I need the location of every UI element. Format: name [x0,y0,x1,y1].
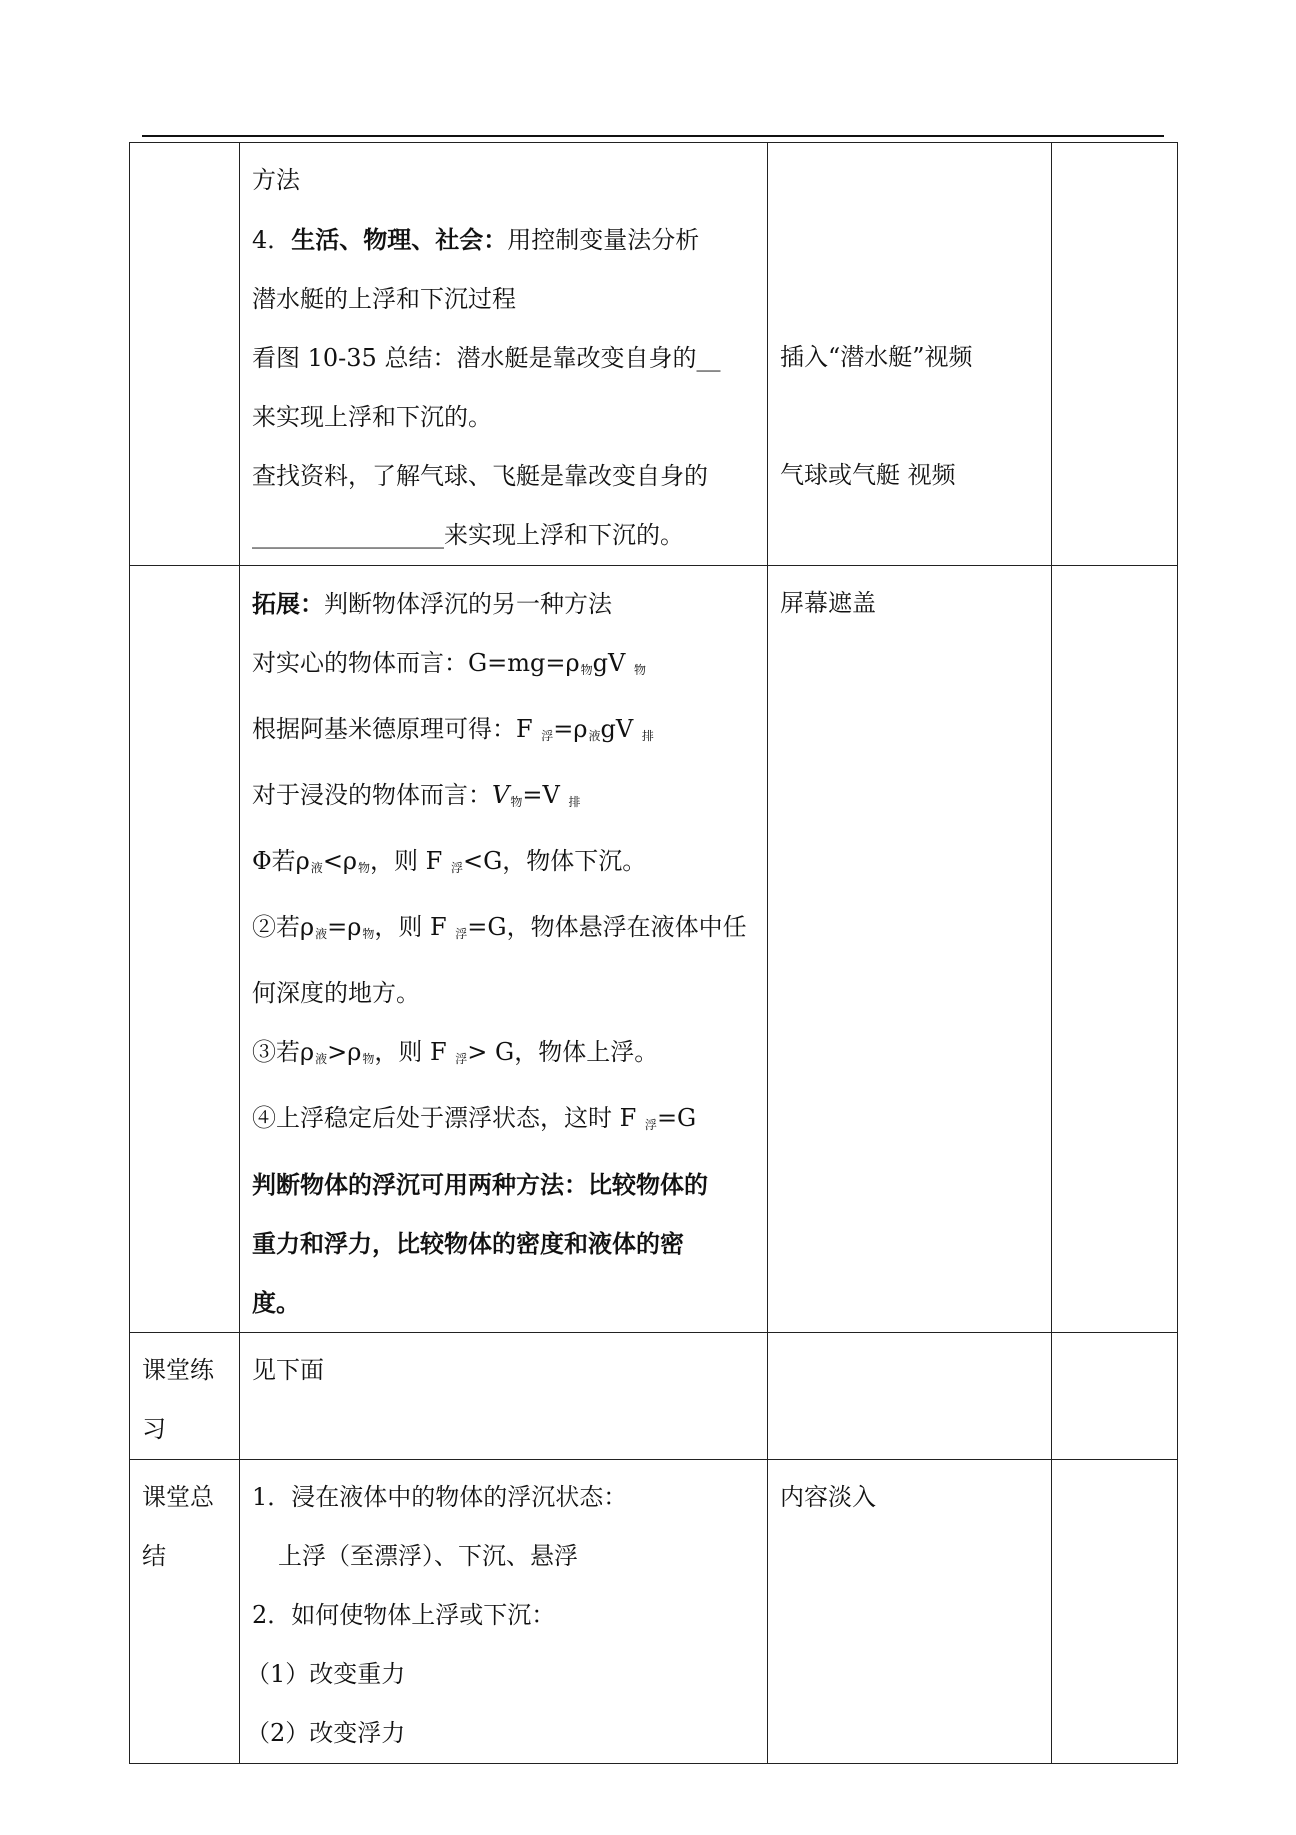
table-row [130,566,1178,1333]
text: ②若ρ [252,913,315,941]
subscript: 物 [510,795,523,809]
text: 用控制变量法分析 [507,226,700,254]
subscript: 液 [315,1052,328,1066]
row-label: 结 [142,1542,166,1570]
text: gV [592,649,633,677]
text-line: 上浮（至漂浮）、下沉、悬浮 [278,1542,578,1570]
subscript: 浮 [644,1118,657,1132]
content-cell [240,1333,768,1460]
text: V [492,781,510,809]
text-line: （1）改变重力 [246,1660,406,1688]
text-line: ________________来实现上浮和下沉的。 [252,521,684,549]
subscript: 浮 [450,861,463,875]
media-note: 屏幕遮盖 [780,589,876,617]
text: <ρ [322,847,358,875]
text-line: 何深度的地方。 [252,979,420,1007]
row-label: 习 [142,1415,166,1443]
media-cell [768,1333,1052,1460]
extra-cell [1052,143,1178,566]
text: ，则 F [374,913,455,941]
conclusion-line: 判断物体的浮沉可用两种方法：比较物体的 [252,1170,708,1199]
text-line: 见下面 [252,1356,324,1384]
subscript: 物 [633,663,646,677]
subscript: 排 [641,729,654,743]
text-line: 1．浸在液体中的物体的浮沉状态： [252,1483,628,1511]
text: 判断物体浮沉的另一种方法 [324,590,612,618]
text-line: （2）改变浮力 [246,1719,406,1747]
formula-line [252,898,755,964]
formula-line [252,700,755,766]
media-note: 气球或气艇 视频 [780,461,956,489]
text: 对于浸没的物体而言： [252,781,492,809]
formula-line [252,832,755,898]
text: 根据阿基米德原理可得：F [252,715,541,743]
table-row [130,143,1178,566]
subscript: 液 [310,861,323,875]
subscript: 物 [358,861,371,875]
row-label-cell [130,143,240,566]
subscript: 浮 [541,729,554,743]
formula-line [252,1089,755,1155]
text-line: 2．如何使物体上浮或下沉： [252,1601,556,1629]
text-line: 潜水艇的上浮和下沉过程 [252,285,516,313]
media-cell [768,566,1052,1333]
subscript: 浮 [455,927,468,941]
text: ④上浮稳定后处于漂浮状态，这时 F [252,1104,644,1132]
text-line: 看图 10-35 总结：潜水艇是靠改变自身的__ [252,344,721,372]
content-cell [240,143,768,566]
conclusion-line: 重力和浮力，比较物体的密度和液体的密 [252,1229,684,1258]
table-row [130,1333,1178,1460]
text-line [252,210,755,270]
media-cell [768,143,1052,566]
text: =ρ [327,913,362,941]
row-label-cell [130,1333,240,1460]
bold-heading: 拓展： [252,589,324,618]
item-number: 4． [252,226,292,254]
formula-line [252,1023,755,1089]
subscript: 液 [315,927,328,941]
subscript: 排 [568,795,581,809]
text-line: 来实现上浮和下沉的。 [252,403,492,431]
subscript: 浮 [455,1052,468,1066]
extra-cell [1052,1460,1178,1764]
text: >ρ [327,1038,362,1066]
content-cell [240,1460,768,1764]
media-cell [768,1460,1052,1764]
lesson-plan-table [129,142,1178,1764]
formula-line [252,766,755,832]
extra-cell [1052,1333,1178,1460]
media-note: 插入“潜水艇”视频 [780,343,973,371]
text-line [252,574,755,634]
table-row [130,1460,1178,1764]
spacer [780,387,1039,446]
text: =G [656,1104,697,1132]
header-rule [142,135,1164,137]
text: ，则 F [374,1038,455,1066]
spacer [780,151,1039,328]
text-line: 方法 [252,166,300,194]
text: ③若ρ [252,1038,315,1066]
text: Φ若ρ [252,847,310,875]
subscript: 物 [580,663,593,677]
subscript: 物 [362,927,375,941]
text-line: 查找资料，了解气球、飞艇是靠改变自身的 [252,462,708,490]
row-label-cell [130,1460,240,1764]
bold-heading: 生活、物理、社会： [291,225,508,254]
extra-cell [1052,566,1178,1333]
text: =ρ [553,715,588,743]
text: > G，物体上浮。 [467,1038,659,1066]
text: =V [522,781,568,809]
text: =G，物体悬浮在液体中任 [467,913,747,941]
media-note: 内容淡入 [780,1483,876,1511]
text: <G，物体下沉。 [462,847,647,875]
subscript: 物 [362,1052,375,1066]
row-label: 课堂练 [142,1356,214,1384]
text: gV [600,715,641,743]
conclusion-line: 度。 [252,1288,300,1317]
formula-line [252,634,755,700]
text: ，则 F [370,847,450,875]
text: 对实心的物体而言：G=mg=ρ [252,649,580,677]
row-label: 课堂总 [142,1483,214,1511]
subscript: 液 [588,729,601,743]
row-label-cell [130,566,240,1333]
content-cell [240,566,768,1333]
